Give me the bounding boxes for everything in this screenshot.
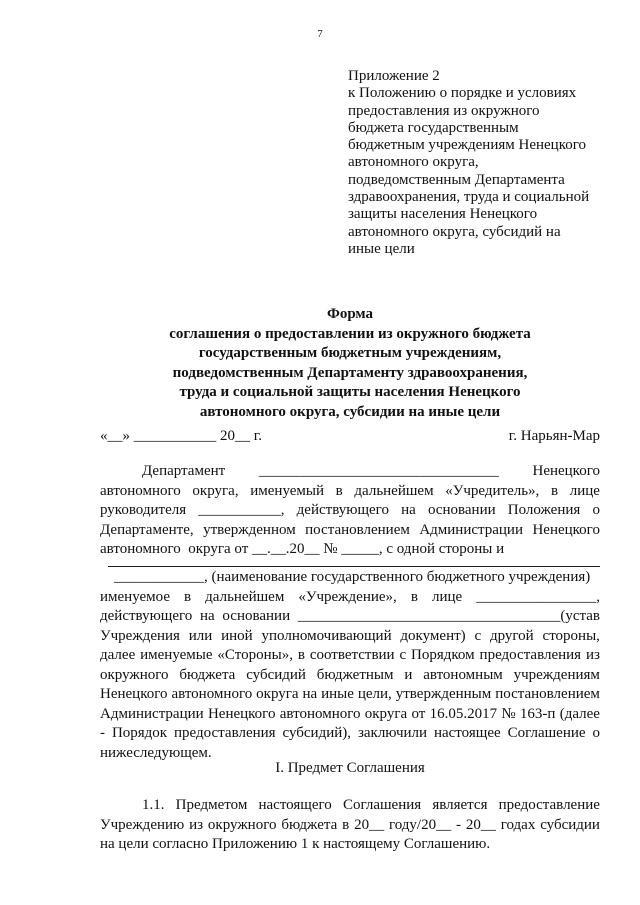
appendix-line: защиты населения Ненецкого [348,206,538,223]
word: лице [431,588,463,605]
word: является [432,797,488,813]
date-place-line [100,428,600,445]
word: автономного [279,705,361,722]
word: действующего [296,502,389,518]
word: основании [427,502,496,518]
word: уполномочивающий [261,627,392,644]
word: ___________, [198,502,285,518]
word: именуемый [250,482,324,499]
word: Соглашение [507,725,586,741]
text-line [100,501,600,521]
page-number: 7 [317,28,323,40]
word: Администрации [419,521,523,538]
word: Ненецкого [100,686,168,702]
text-line [100,588,600,608]
text-line [100,462,600,482]
word: заключили [357,725,428,741]
word: округа [256,686,299,702]
word: дальнейшем [205,588,285,605]
word: руководителя [100,502,187,518]
word: действующего [100,608,193,624]
word: окружного [207,816,277,833]
word: на [302,686,318,702]
word: постановлением [495,686,600,702]
word: из [189,816,204,833]
word: на [401,502,416,518]
word: в [184,588,192,605]
word: основании [222,608,291,624]
word: автономного [171,686,253,702]
word: Учреждению [100,816,185,833]
word: и [404,666,413,683]
word: настоящее [433,725,501,741]
place-name: г. Нарьян-Мар [508,428,600,444]
word: или [188,627,213,644]
word: на [200,608,215,624]
word: далее [100,647,136,663]
blank-line-rule [108,566,600,567]
appendix-line: бюджетным учреждениям Ненецкого [348,137,586,154]
appendix-line: предоставления из окружного [348,102,540,119]
text-line: на цели согласно Приложению 1 к настоящему Соглашению. [100,836,491,852]
word: (далее [559,705,600,722]
word: предоставления [479,647,582,663]
word: в [410,588,418,605]
paragraph-institution [100,568,600,763]
word: «Учреждение», [298,588,397,605]
word: Ненецкого [532,463,600,479]
word: Порядок [111,725,168,741]
text-line: нижеследующем. [100,744,212,761]
word: учреждениям [513,666,600,683]
word: стороны, [542,627,600,644]
word: «Стороны», [217,647,293,663]
text-line [100,666,600,686]
text-line [100,796,600,816]
appendix-line: к Положению о порядке и условиях [348,85,577,102]
title-line: подведомственным Департаменту здравоохранения, [172,364,528,381]
paragraph-founder [100,462,600,560]
word: округа [364,705,408,722]
word: о [592,725,600,741]
word: ________________________________ [258,463,499,479]
word: Учреждения [100,627,180,644]
word: от [411,705,426,722]
text-line [100,646,600,666]
word: соответствии [309,647,395,663]
word: из [585,647,600,663]
word: в [335,482,343,499]
word: бюджетным [316,666,394,683]
text-line [100,521,600,541]
word: окружного [100,666,169,683]
text-line: ____________, (наименование государственного бюджетного учреждения) [114,569,591,585]
word: году/20__ [388,816,452,833]
text-line [100,724,600,744]
text-line [100,816,600,836]
appendix-line: подведомственным Департамента [348,171,565,188]
appendix-line: иные цели [348,240,415,257]
word: в [342,816,350,833]
word: Департамент [142,463,226,479]
word: с [474,627,482,644]
word: Предметом [175,797,248,813]
word: другой [489,627,534,644]
word: бюджета [281,816,338,833]
word: Порядком [411,647,475,663]
word: автономным [423,666,503,683]
word: округа, [192,482,239,499]
word: иной [221,627,253,644]
date-blank: «__» ___________ 20__ г. [100,428,262,444]
word: Соглашения [342,797,422,813]
word: автономного [100,482,181,499]
paragraph-subject [100,796,600,855]
word: иные [321,686,354,702]
word: в [550,482,559,499]
word: 163-п [519,705,556,722]
title-line: государственным бюджетным учреждениям, [198,345,502,361]
appendix-line: здравоохранения, труда и социальной [348,189,590,206]
appendix-line: Приложение 2 [348,68,440,84]
word: субсидии [540,816,600,833]
word: цели, [357,686,392,702]
appendix-line: автономного округа, субсидий на [348,223,561,240]
text-line: автономного округа от __.__.20__ № _____, с одной стороны и [100,541,505,557]
word: 20__ [354,816,385,833]
word: утвержденном [203,521,296,538]
word: «Учредитель», [445,482,540,499]
appendix-line: бюджета государственным [348,119,519,136]
text-line [100,685,600,705]
word: постановлением [305,521,410,538]
document-title [100,305,600,422]
word: Администрации [100,705,204,722]
word: дальнейшем [354,482,434,499]
word: Положения [507,502,581,518]
word: о [592,502,600,518]
word: предоставления [174,725,276,741]
word: субсидий), [282,725,352,741]
word: лице [569,482,600,499]
word: - [100,725,105,741]
text-line [100,482,600,502]
word: Ненецкого [532,521,600,538]
word: ________________, [476,588,600,605]
word: с [399,647,407,663]
word: годах [500,816,536,833]
text-line [100,627,600,647]
word: утвержденным [395,686,492,702]
word: 20__ [465,816,496,833]
word: субсидий [246,666,306,683]
section-heading: I. Предмет Соглашения [275,760,425,776]
word: 16.05.2017 [429,705,498,722]
text-line [100,705,600,725]
word: именуемое [100,588,170,605]
word: ___________________________________(устав [297,608,600,624]
word: Ненецкого [207,705,276,722]
title-line: автономного округа, субсидии на иные цели [199,403,501,420]
text-line [100,607,600,627]
appendix-header [348,68,618,258]
appendix-line: автономного округа, [348,154,479,171]
word: именуемые [140,647,213,663]
word: Департаменте, [100,521,194,538]
title-line: соглашения о предоставлении из окружного бюджета [169,325,531,342]
word: документ) [400,627,466,644]
word: № [501,705,516,722]
title-line: Форма [326,306,374,322]
word: предоставление [498,797,600,813]
word: в [297,647,305,663]
word: 1.1. [142,797,165,813]
word: бюджета [179,666,236,683]
title-line: труда и социальной защиты населения Ненецкого [179,384,521,400]
word: настоящего [258,797,332,813]
word: - [455,816,461,833]
